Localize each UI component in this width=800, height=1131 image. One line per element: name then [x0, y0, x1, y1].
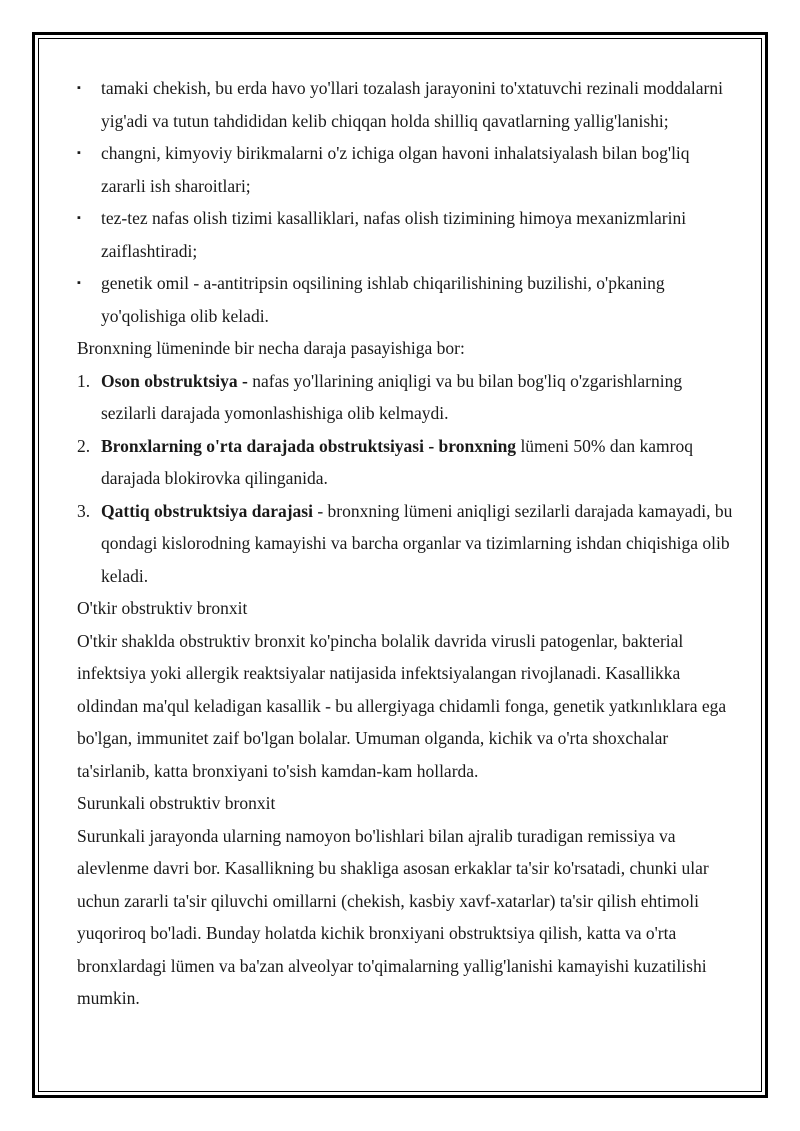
chronic-section-paragraph: Surunkali jarayonda ularning namoyon bo'lishlari bilan ajralib turadigan remissiya va alevlenme davri bor. Kasallikning bu shakliga asosan erkaklar ta'sir ko'rsatadi, chunki ular uchun zararli ta'sir qiluvchi omillarni (chekish, kasbiy xavf-xatarlar) ta'sir qilish ehtimoli yuqoriroq bo'ladi. Bunday holatda kichik bronxiyani obstruktsiya qilish, katta va o'rta bronxlardagi lümen va ba'zan alveolyar to'qimalarning yallig'lanishi kamayishi kuzatilishi mumkin.	[77, 825, 709, 1008]
obstruction-levels-intro: Bronxning lümeninde bir necha daraja pasayishiga bor:	[77, 338, 465, 358]
square-bullet-icon: ▪	[77, 277, 81, 289]
list-item-text: genetik omil - a-antitripsin oqsilining ishlab chiqarilishining buzilishi, o'pkaning yo'qolishiga olib keladi.	[101, 273, 665, 326]
list-item	[77, 72, 737, 137]
list-number: 2.	[77, 435, 91, 456]
list-item	[77, 202, 737, 267]
list-item-text: tamaki chekish, bu erda havo yo'llari tozalash jarayonini to'xtatuvchi rezinali moddalarni yig'adi va tutun tahdididan kelib chiqqan holda shilliq qavatlarning yallig'lanishi;	[101, 78, 724, 131]
list-item	[77, 137, 737, 202]
list-item	[77, 365, 737, 430]
document-body	[77, 72, 737, 1015]
acute-section-heading: O'tkir obstruktiv bronxit	[77, 598, 248, 618]
list-number: 1.	[77, 370, 91, 391]
level-term: Qattiq obstruktsiya darajasi	[101, 500, 313, 521]
list-item-text: changni, kimyoviy birikmalarni o'z ichiga olgan havoni inhalatsiyalash bilan bog'liq zararli ish sharoitlari;	[101, 143, 690, 196]
square-bullet-icon: ▪	[77, 212, 81, 224]
square-bullet-icon: ▪	[77, 147, 81, 159]
list-item	[77, 495, 737, 593]
level-description: lümeni 50% dan kamroq darajada blokirovka qilinganida.	[101, 435, 693, 488]
square-bullet-icon: ▪	[77, 82, 81, 94]
list-number: 3.	[77, 500, 91, 521]
level-term: Oson obstruktsiya -	[101, 370, 248, 391]
level-term: Bronxlarning o'rta darajada obstruktsiyasi - bronxning	[101, 435, 517, 456]
list-item-text: tez-tez nafas olish tizimi kasalliklari, nafas olish tizimining himoya mexanizmlarini zaiflashtiradi;	[101, 208, 687, 261]
level-description: nafas yo'llarining aniqligi va bu bilan bog'liq o'zgarishlarning sezilarli darajada yomonlashishiga olib kelmaydi.	[101, 370, 683, 423]
obstruction-levels-list	[77, 365, 737, 593]
level-description: - bronxning lümeni aniqligi sezilarli darajada kamayadi, bu qondagi kislorodning kamayishi va barcha organlar va tizimlarning ishdan chiqishiga olib keladi.	[101, 500, 733, 586]
acute-section-paragraph: O'tkir shaklda obstruktiv bronxit ko'pincha bolalik davrida virusli patogenlar, bakterial infektsiya yoki allergik reaktsiyalar natijasida infektsiyalangan rivojlanadi. Kasallikka oldindan ma'qul keladigan kasallik - bu allergiyaga chidamli fonga, genetik yatkınlıklara ega bo'lgan, immunitet zaif bo'lgan bolalar. Umuman olganda, kichik va o'rta shoxchalar ta'sirlanib, katta bronxiyani to'sish kamdan-kam hollarda.	[77, 630, 727, 781]
chronic-section-heading: Surunkali obstruktiv bronxit	[77, 793, 276, 813]
list-item	[77, 430, 737, 495]
list-item	[77, 267, 737, 332]
risk-factor-list	[77, 72, 737, 332]
